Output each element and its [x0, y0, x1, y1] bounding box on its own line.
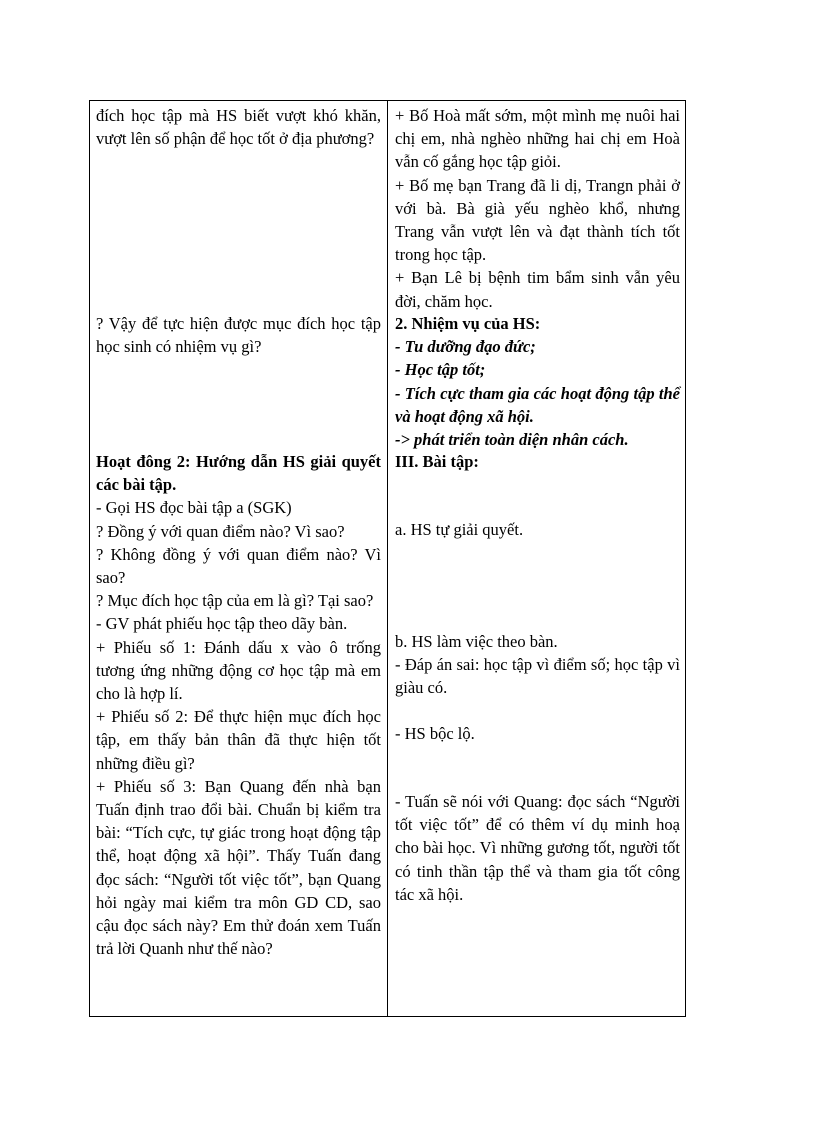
- left-line: + Phiếu số 2: Để thực hiện mục đích học tập, em thấy bản thân đã thực hiện tốt những điều gì?: [96, 707, 381, 773]
- answer-b-express: - HS bộc lộ.: [395, 724, 475, 743]
- duty-item: - Tích cực tham gia các hoạt động tập thể và hoạt động xã hội.: [395, 383, 680, 426]
- left-line: ? Mục đích học tập của em là gì? Tại sao?: [96, 591, 374, 611]
- left-text: đích học tập mà HS biết vượt khó khăn, vượt lên số phận để học tốt ở địa phương?: [96, 106, 381, 149]
- answer-a: a. HS tự giải quyết.: [395, 520, 524, 539]
- right-line: + Bố Hoà mất sớm, một mình mẹ nuôi hai chị em, nhà nghèo những hai chị em Hoà vẫn cố gắng học tập giỏi.: [395, 106, 680, 172]
- duties-heading: 2. Nhiệm vụ của HS:: [395, 314, 541, 333]
- activity-heading: Hoạt đông 2: Hướng dẫn HS giải quyết các bài tập.: [96, 452, 381, 495]
- left-line: ? Không đồng ý với quan điểm nào? Vì sao?: [96, 544, 381, 588]
- left-line: - GV phát phiếu học tập theo dãy bàn.: [96, 614, 348, 634]
- left-line: ? Đồng ý với quan điểm nào? Vì sao?: [96, 521, 345, 541]
- lesson-table: [89, 100, 686, 1017]
- exercise-heading-cell: [395, 450, 680, 473]
- answer-b-cell: [395, 630, 680, 700]
- right-cell-1: [395, 104, 680, 313]
- answer-b-detail: - Đáp án sai: học tập vì điểm số; học tập vì giàu có.: [395, 655, 680, 698]
- duty-item: - Học tập tốt;: [395, 360, 486, 380]
- column-divider: [387, 101, 388, 1016]
- right-line: + Bạn Lê bị bệnh tim bẩm sinh vẫn yêu đời, chăm học.: [395, 268, 680, 311]
- left-line: - Gọi HS đọc bài tập a (SGK): [96, 498, 292, 518]
- left-line: + Phiếu số 3: Bạn Quang đến nhà bạn Tuấn định trao đổi bài. Chuẩn bị kiểm tra bài: “Tích cực, tự giác trong hoạt động tập thể, hoạt động xã hội”. Thấy Tuấn đang đọc sách: “Người tốt việc tốt”, bạn Quang hỏi ngày mai kiểm tra môn GD CD, sao cậu đọc sách này? Em thử đoán xem Tuấn trả lời Quanh như thế nào?: [96, 776, 381, 959]
- exercise-heading: III. Bài tập:: [395, 452, 479, 471]
- left-question: ? Vậy để tực hiện được mục đích học tập học sinh có nhiệm vụ gì?: [96, 314, 381, 357]
- right-cell-2: [395, 312, 680, 451]
- answer-a-cell: [395, 518, 680, 541]
- answer-c-cell: [395, 790, 680, 906]
- left-line: + Phiếu số 1: Đánh dấu x vào ô trống tương ứng những động cơ học tập mà em cho là hợp lí.: [96, 637, 381, 704]
- answer-c: - Tuấn sẽ nói với Quang: đọc sách “Người tốt việc tốt” để có thêm ví dụ minh hoạ cho bài học. Vì những gương tốt, người tốt có tinh thần tập thể và tham gia tốt công tác xã hội.: [395, 792, 680, 904]
- left-cell-1: [96, 104, 381, 150]
- duty-item: - Tu dưỡng đạo đức;: [395, 337, 536, 357]
- right-line: + Bố mẹ bạn Trang đã li dị, Trangn phải ở với bà. Bà già yếu nghèo khổ, nhưng Trang vẫn vượt lên và đạt thành tích tốt trong học tập.: [395, 175, 680, 265]
- duty-item: -> phát triển toàn diện nhân cách.: [395, 430, 629, 450]
- answer-b3-cell: [395, 722, 680, 745]
- left-cell-2: [96, 312, 381, 358]
- answer-b: b. HS làm việc theo bàn.: [395, 632, 558, 651]
- left-cell-3: [96, 450, 381, 960]
